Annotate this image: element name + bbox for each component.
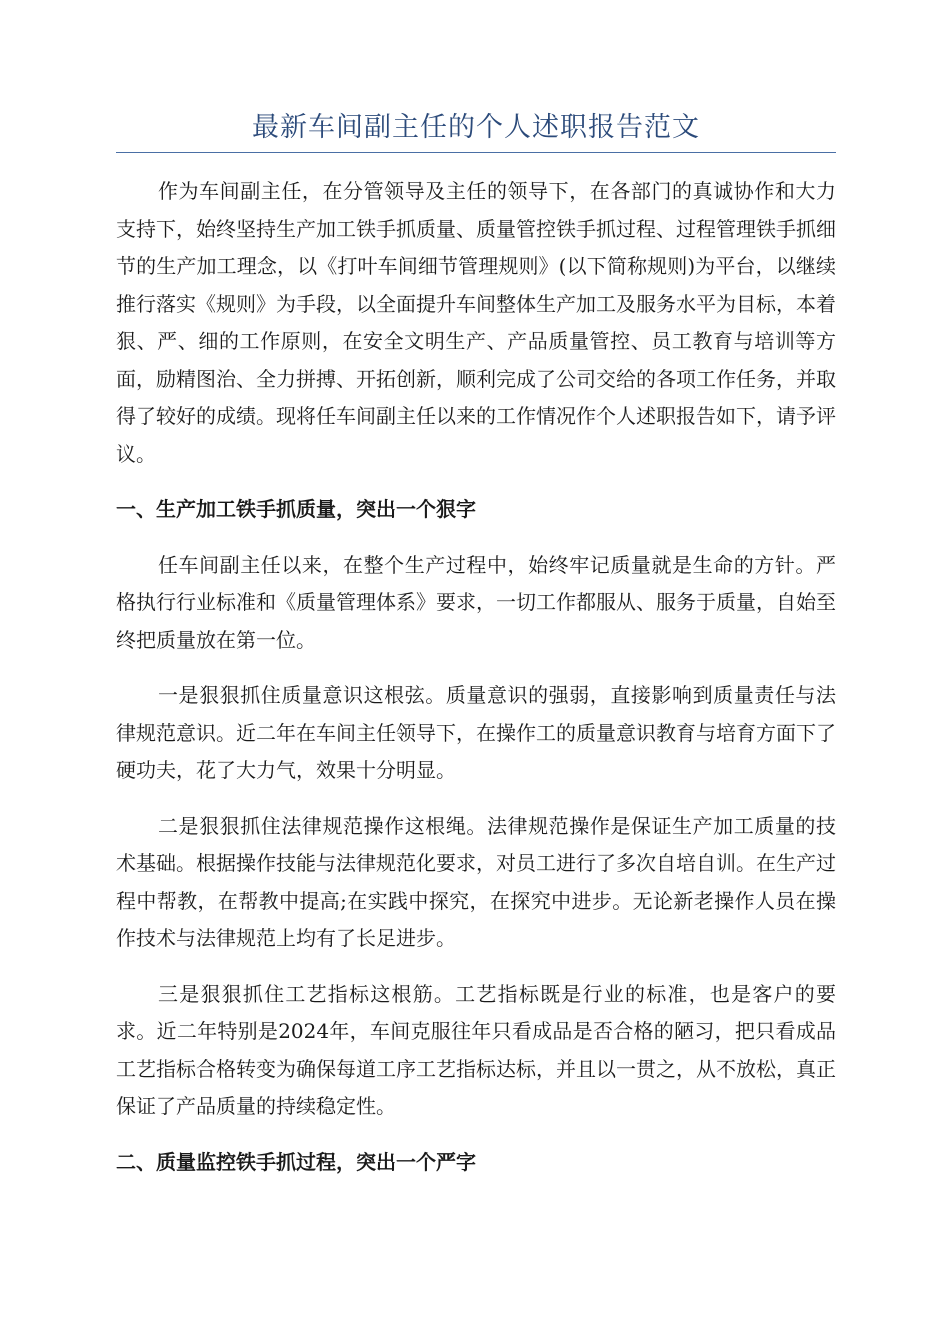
- section-2-heading: 二、质量监控铁手抓过程，突出一个严字: [116, 1149, 476, 1174]
- title-underline: [116, 152, 836, 153]
- document-page: [116, 110, 836, 1199]
- section-1-paragraph-4: 三是狠狠抓住工艺指标这根筋。工艺指标既是行业的标准，也是客户的要求。近二年特别是2024年，车间克服往年只看成品是否合格的陋习，把只看成品工艺指标合格转变为确保每道工序工艺指标达标，并且以一贯之，从不放松，真正保证了产品质量的持续稳定性。: [116, 981, 836, 1118]
- intro-paragraph: 作为车间副主任，在分管领导及主任的领导下，在各部门的真诚协作和大力支持下，始终坚持生产加工铁手抓质量、质量管控铁手抓过程、过程管理铁手抓细节的生产加工理念，以《打叶车间细节管理规则》(以下简称规则)为平台，以继续推行落实《规则》为手段，以全面提升车间整体生产加工及服务水平为目标，本着狠、严、细的工作原则，在安全文明生产、产品质量管控、员工教育与培训等方面，励精图治、全力拼搏、开拓创新，顺利完成了公司交给的各项工作任务，并取得了较好的成绩。现将任车间副主任以来的工作情况作个人述职报告如下，请予评议。: [116, 179, 836, 466]
- section-1-paragraph-3: 二是狠狠抓住法律规范操作这根绳。法律规范操作是保证生产加工质量的技术基础。根据操作技能与法律规范化要求，对员工进行了多次自培自训。在生产过程中帮教，在帮教中提高;在实践中探究，在探究中进步。无论新老操作人员在操作技术与法律规范上均有了长足进步。: [116, 813, 836, 950]
- section-1-heading: 一、生产加工铁手抓质量，突出一个狠字: [116, 497, 476, 521]
- document-title: 最新车间副主任的个人述职报告范文: [252, 112, 700, 143]
- section-1-paragraph-1: 任车间副主任以来，在整个生产过程中，始终牢记质量就是生命的方针。严格执行行业标准和《质量管理体系》要求，一切工作都服从、服务于质量，自始至终把质量放在第一位。: [116, 552, 836, 652]
- section-1-paragraph-2: 一是狠狠抓住质量意识这根弦。质量意识的强弱，直接影响到质量责任与法律规范意识。近二年在车间主任领导下，在操作工的质量意识教育与培育方面下了硬功夫，花了大力气，效果十分明显。: [116, 683, 836, 782]
